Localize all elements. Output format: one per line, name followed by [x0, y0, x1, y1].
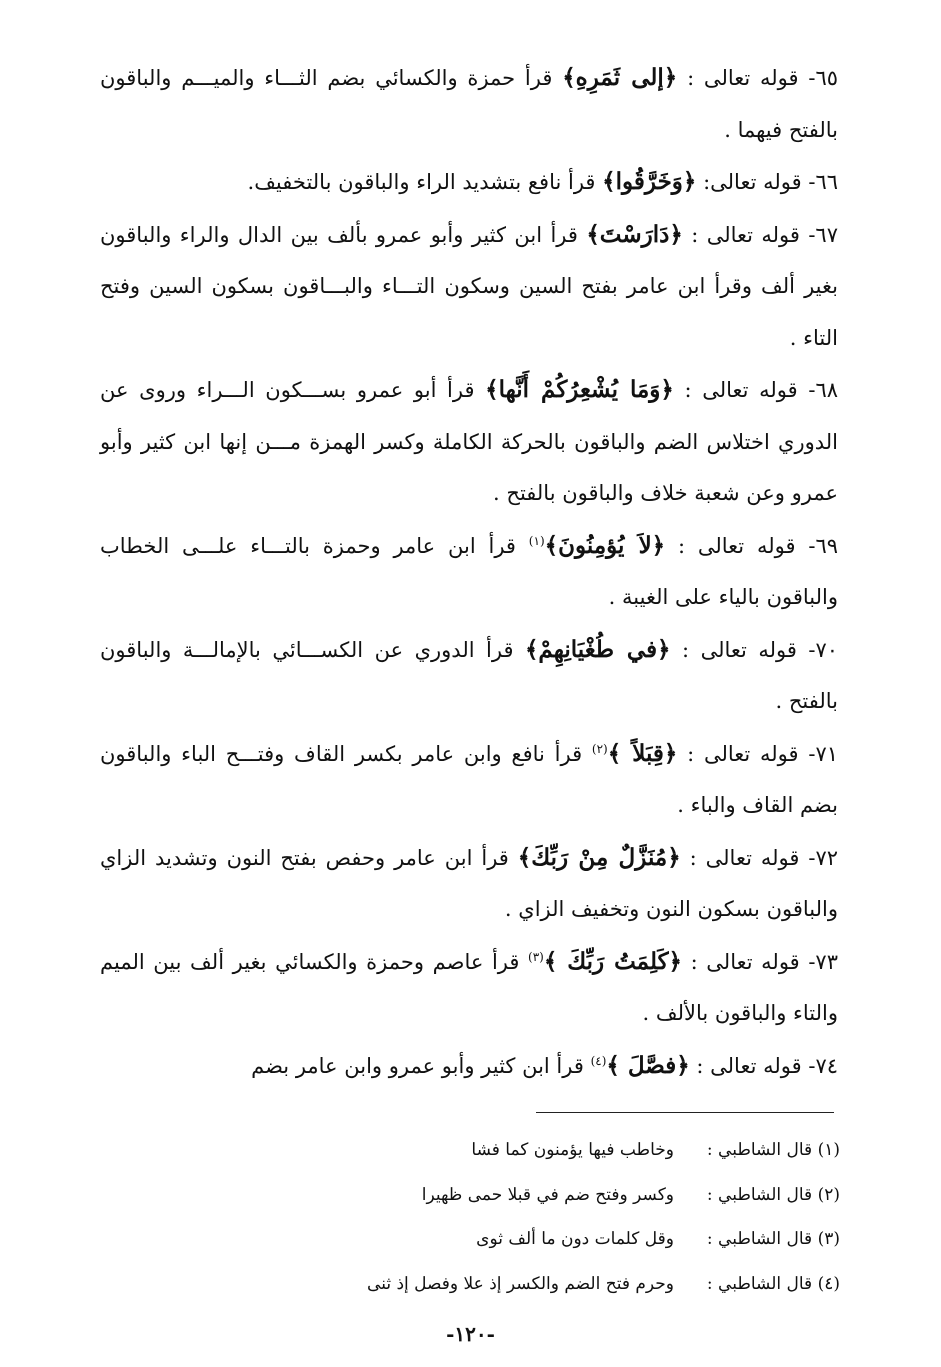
- quran-phrase: ﴿دَارَسْتَ﴾: [586, 220, 683, 248]
- footnote-label: (٢) قال الشاطبي :: [706, 1184, 840, 1205]
- entry-intro: قوله تعالى :: [682, 949, 800, 974]
- entry-intro: قوله تعالى :: [673, 378, 798, 402]
- entry-intro: قوله تعالى:: [696, 170, 802, 194]
- footnote-label: (٤) قال الشاطبي :: [706, 1273, 840, 1294]
- footnote-verse: وحرم فتح الضم والكسر إذ علا وفصل إذ ثنى: [367, 1273, 674, 1294]
- entry-74: [100, 1040, 838, 1093]
- entry-68: [100, 364, 838, 520]
- footnotes: [240, 1140, 840, 1318]
- footnote-verse: وخاطب فيها يؤمنون كما فشا: [471, 1140, 674, 1160]
- entry-intro: قوله تعالى :: [677, 66, 799, 90]
- entry-number: ٧٣-: [799, 949, 838, 974]
- entry-70: [100, 624, 838, 728]
- entry-text: قرأ نافع بتشديد الراء والباقون بالتخفيف.: [247, 170, 603, 194]
- footnote-divider: [536, 1112, 834, 1113]
- quran-phrase: ﴿إلى ثَمَرِهِ﴾: [562, 64, 678, 91]
- entry-number: ٦٥-: [798, 66, 838, 90]
- entry-number: ٧٢-: [799, 845, 839, 870]
- quran-phrase: ﴿فصَّلَ ﴾: [606, 1051, 690, 1079]
- footnote-label: (٣) قال الشاطبي :: [706, 1229, 840, 1249]
- entry-intro: قوله تعالى :: [665, 533, 796, 558]
- footnote-2: [240, 1185, 840, 1230]
- entry-text: قرأ عاصم وحمزة والكسائي بغير ألف بين الميم والتاء والباقون بالألف .: [100, 949, 838, 1025]
- footnote-ref: (٤): [590, 1053, 607, 1068]
- entry-intro: قوله تعالى :: [670, 637, 797, 662]
- entry-text: قرأ الدوري عن الكســـائي بالإمالـــة والباقون بالفتح .: [100, 637, 838, 713]
- entry-67: [100, 209, 838, 365]
- quran-phrase: ﴿في طُغْيَانِهِمْ﴾: [524, 635, 671, 663]
- footnote-4: [240, 1274, 840, 1319]
- entry-72: [100, 832, 838, 936]
- entry-number: ٦٨-: [797, 378, 838, 402]
- entry-text: قرأ ابن عامر وحمزة بالتـــاء علـــى الخطاب والباقون بالياء على الغيبة .: [100, 533, 838, 609]
- footnote-verse: وكسر وفتح ضم في قبلا حمى ظهيرا: [421, 1184, 674, 1205]
- page-number: -١٢٠-: [446, 1322, 495, 1346]
- entry-69: [100, 520, 838, 624]
- entry-73: [100, 936, 838, 1040]
- entry-number: ٦٦-: [801, 170, 838, 194]
- entry-number: ٧٤-: [801, 1053, 838, 1078]
- footnote-ref: (٢): [591, 741, 608, 756]
- footnote-ref: (٣): [528, 949, 544, 964]
- main-text: [100, 52, 838, 1092]
- entry-text: قرأ ابن كثير وأبو عمرو بألف بين الدال والراء والباقون بغير ألف وقرأ ابن عامر بفتح السين وسكون التـــاء والبـــاقون بسكون السين وفتح التاء .: [100, 222, 838, 350]
- footnote-verse: وقل كلمات دون ما ألف ثوى: [476, 1229, 674, 1249]
- entry-66: [100, 156, 838, 209]
- entry-number: ٦٩-: [795, 533, 838, 558]
- footnote-1: [240, 1140, 840, 1185]
- quran-phrase: ﴿وَخَرَّقُوا﴾: [602, 168, 697, 195]
- entry-intro: قوله تعالى :: [689, 1053, 802, 1078]
- quran-phrase: ﴿وَمَا يُشْعِرُكُمْ أَنَّها﴾: [485, 376, 674, 403]
- quran-phrase: ﴿لاَ يُؤمِنُونَ﴾: [544, 531, 666, 559]
- footnote-ref: (١): [528, 533, 545, 548]
- footnote-label: (١) قال الشاطبي :: [706, 1140, 840, 1160]
- entry-text: قرأ ابن عامر وحفص بفتح النون وتشديد الزاي والباقون بسكون النون وتخفيف الزاي .: [100, 845, 838, 921]
- quran-phrase: ﴿كَلِمَتُ رَبِّكَ ﴾: [543, 947, 683, 975]
- entry-intro: قوله تعالى :: [677, 741, 799, 766]
- entry-text: قرأ أبو عمرو بســـكون الـــراء وروى عن الدوري اختلاس الضم والباقون بالحركة الكاملة وكسر الهمزة مـــن إنها ابن كثير وأبو عمرو وعن شعبة خلاف والباقون بالفتح .: [100, 378, 838, 505]
- entry-number: ٧٠-: [796, 637, 838, 662]
- entry-number: ٧١-: [798, 741, 838, 766]
- entry-intro: قوله تعالى :: [680, 845, 800, 870]
- quran-phrase: ﴿قِبَلاً ﴾: [607, 739, 678, 767]
- entry-text: قرأ حمزة والكسائي بضم الثـــاء والميـــم والباقون بالفتح فيهما .: [100, 66, 838, 142]
- entry-intro: قوله تعالى :: [682, 222, 800, 247]
- entry-71: [100, 728, 838, 832]
- footnote-3: [240, 1229, 840, 1274]
- entry-text: قرأ ابن كثير وأبو عمرو وابن عامر بضم: [251, 1053, 591, 1078]
- quran-phrase: ﴿مُنَزَّلٌ مِنْ رَبِّكَ﴾: [517, 843, 681, 871]
- entry-65: [100, 52, 838, 156]
- entry-number: ٦٧-: [799, 222, 838, 247]
- entry-text: قرأ نافع وابن عامر بكسر القاف وفتـــح الباء والباقون بضم القاف والباء .: [100, 741, 838, 817]
